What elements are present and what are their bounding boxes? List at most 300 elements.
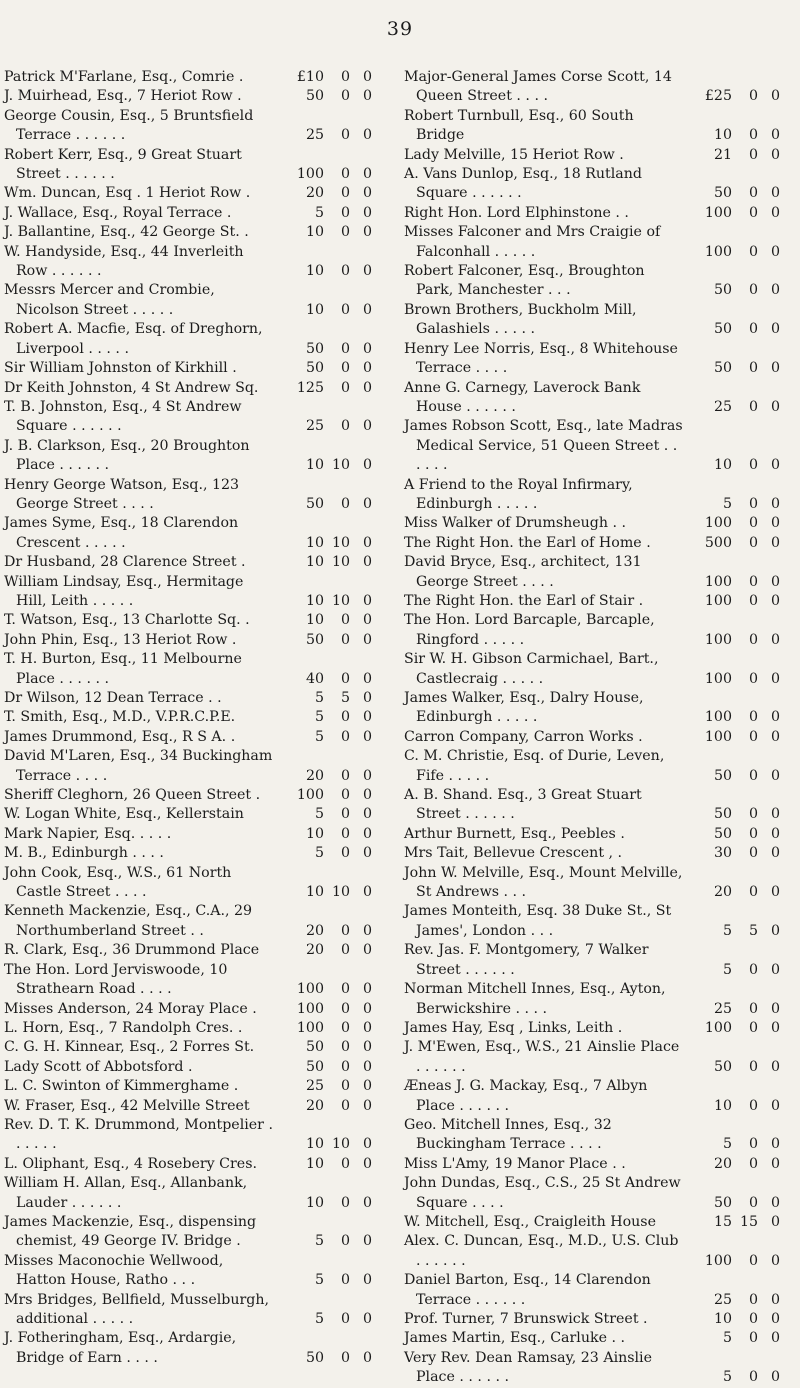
- amount-shillings: 0: [340, 224, 350, 241]
- amount-shillings: 0: [748, 1311, 758, 1327]
- subscription-entry: [404, 514, 780, 533]
- subscription-entry: [404, 1116, 780, 1155]
- subscriber-name: L. Horn, Esq., 7 Randolph Cres. .: [4, 1019, 243, 1036]
- amount-pounds: 10: [713, 1311, 732, 1327]
- amount: [276, 1310, 372, 1329]
- amount-pence: 0: [770, 457, 780, 474]
- subscription-entry: [404, 1329, 780, 1348]
- subscriber-name: William H. Allan, Esq., Allanbank, Lauder . . . . . .: [4, 1175, 248, 1211]
- amount-pounds: 5: [722, 495, 732, 512]
- amount-shillings: 0: [340, 1058, 350, 1075]
- amount-pounds: 25: [713, 1291, 732, 1308]
- amount: [276, 223, 372, 242]
- amount-pounds: 50: [713, 282, 732, 299]
- amount-pence: 0: [770, 631, 780, 648]
- amount-pounds: 50: [713, 825, 732, 842]
- subscriber-name: Norman Mitchell Innes, Esq., Ayton, Berwickshire . . . .: [404, 981, 666, 1017]
- amount: [684, 456, 780, 475]
- amount-shillings: 0: [340, 709, 350, 726]
- amount: [684, 243, 780, 262]
- amount-pounds: 10: [305, 554, 324, 571]
- amount-shillings: 0: [748, 767, 758, 784]
- amount-pence: 0: [362, 1000, 372, 1017]
- amount-pounds: 5: [314, 1272, 324, 1289]
- subscription-entry: [4, 553, 372, 572]
- amount-pounds: 10: [305, 1155, 324, 1172]
- amount-shillings: 0: [748, 845, 758, 862]
- amount: [276, 883, 372, 902]
- amount: [684, 495, 780, 514]
- amount: [684, 126, 780, 145]
- amount-shillings: 0: [748, 592, 758, 609]
- amount-pounds: 100: [296, 1019, 324, 1036]
- amount: [276, 728, 372, 747]
- amount-pounds: 30: [713, 845, 732, 862]
- subscriber-name: Prof. Turner, 7 Brunswick Street .: [404, 1311, 648, 1327]
- subscriber-name: T. H. Burton, Esq., 11 Melbourne Place . . . . . .: [4, 651, 242, 687]
- amount-pence: 0: [362, 69, 372, 85]
- amount-shillings: 10: [331, 592, 350, 609]
- amount-pounds: 5: [722, 961, 732, 978]
- amount-shillings: 0: [748, 243, 758, 260]
- subscriber-name: W. Mitchell, Esq., Craigleith House: [404, 1213, 656, 1230]
- amount: [276, 1155, 372, 1174]
- subscriber-name: L. C. Swinton of Kimmerghame .: [4, 1078, 239, 1095]
- amount: [684, 922, 780, 941]
- subscriber-name: Misses Anderson, 24 Moray Place .: [4, 1000, 257, 1017]
- subscriber-name: Dr Keith Johnston, 4 St Andrew Sq.: [4, 379, 259, 396]
- subscriber-name: Right Hon. Lord Elphinstone . .: [404, 204, 629, 221]
- subscriber-name: T. Watson, Esq., 13 Charlotte Sq. .: [4, 612, 250, 629]
- amount-pence: 0: [770, 360, 780, 377]
- amount-pence: 0: [770, 398, 780, 415]
- amount-pence: 0: [770, 670, 780, 687]
- subscriber-name: Sir W. H. Gibson Carmichael, Bart., Castlecraig . . . . .: [404, 651, 659, 687]
- amount-pounds: 5: [314, 204, 324, 221]
- amount: [276, 184, 372, 203]
- subscription-entry: [404, 592, 780, 611]
- amount: [684, 844, 780, 863]
- subscription-entry: [404, 379, 780, 418]
- amount-shillings: 0: [340, 922, 350, 939]
- amount-pounds: 500: [704, 534, 732, 551]
- subscriber-name: J. Fotheringham, Esq., Ardargie, Bridge of Earn . . . .: [4, 1330, 237, 1366]
- amount: [684, 1019, 780, 1038]
- right-subscription-column: [404, 68, 780, 1388]
- subscriber-name: Brown Brothers, Buckholm Mill, Galashiels . . . . .: [404, 301, 637, 338]
- amount: [684, 573, 780, 592]
- amount-pence: 0: [770, 845, 780, 862]
- subscriber-name: John Cook, Esq., W.S., 61 North Castle Street . . . .: [4, 864, 232, 901]
- amount-shillings: 0: [340, 767, 350, 784]
- amount: [684, 631, 780, 650]
- amount: [276, 456, 372, 475]
- subscriber-name: Arthur Burnett, Esq., Peebles .: [404, 825, 625, 842]
- subscriber-name: James Mackenzie, Esq., dispensing chemist, 49 George IV. Bridge .: [4, 1213, 257, 1250]
- amount-pounds: 125: [296, 379, 324, 396]
- subscriber-name: Mark Napier, Esq. . . . .: [4, 825, 172, 842]
- amount-pence: 0: [770, 806, 780, 823]
- subscriber-name: John Dundas, Esq., C.S., 25 St Andrew Square . . . .: [404, 1175, 681, 1211]
- amount-pence: 0: [362, 340, 372, 357]
- subscriber-name: Geo. Mitchell Innes, Esq., 32 Buckingham Terrace . . . .: [404, 1116, 612, 1153]
- amount-shillings: 0: [340, 69, 350, 85]
- amount-shillings: 10: [331, 554, 350, 571]
- amount: [684, 1097, 780, 1116]
- amount-pence: 0: [362, 301, 372, 318]
- subscription-entry: [404, 844, 780, 863]
- amount-shillings: 0: [748, 204, 758, 221]
- subscription-entry: [4, 146, 372, 185]
- amount: [276, 301, 372, 320]
- amount: [684, 805, 780, 824]
- subscription-entry: [4, 1155, 372, 1174]
- amount: [276, 592, 372, 611]
- amount-pence: 0: [362, 88, 372, 105]
- amount-shillings: 0: [748, 127, 758, 144]
- subscription-entry: [4, 728, 372, 747]
- amount: [684, 204, 780, 223]
- amount-pounds: 5: [722, 1136, 732, 1153]
- amount-pounds: 20: [713, 884, 732, 901]
- amount-pounds: 10: [305, 301, 324, 318]
- amount: [276, 941, 372, 960]
- amount-shillings: 0: [748, 534, 758, 551]
- subscription-entry: [404, 1310, 780, 1329]
- amount-pounds: 50: [305, 1039, 324, 1056]
- amount-shillings: 0: [340, 301, 350, 318]
- subscriber-name: Patrick M'Farlane, Esq., Comrie .: [4, 69, 244, 85]
- subscriber-name: Sir William Johnston of Kirkhill .: [4, 360, 237, 377]
- amount: [276, 786, 372, 805]
- amount-pounds: 50: [305, 340, 324, 357]
- amount-pence: 0: [770, 495, 780, 512]
- amount-shillings: 0: [748, 321, 758, 338]
- amount: [684, 1329, 780, 1348]
- amount-pence: 0: [770, 728, 780, 745]
- amount-pounds: 50: [713, 185, 732, 202]
- amount: [276, 805, 372, 824]
- page-number: 39: [386, 18, 414, 40]
- amount-pence: 0: [770, 709, 780, 726]
- subscriber-name: W. Handyside, Esq., 44 Inverleith Row . . . . . .: [4, 243, 244, 280]
- amount-pence: 0: [362, 806, 372, 823]
- amount: [276, 1349, 372, 1368]
- subscriber-name: Robert Falconer, Esq., Broughton Park, Manchester . . .: [404, 263, 645, 299]
- amount-pence: 0: [770, 767, 780, 784]
- subscriber-name: The Hon. Lord Jerviswoode, 10 Strathearn Road . . . .: [4, 961, 228, 998]
- amount-pounds: 10: [305, 592, 324, 609]
- subscriber-name: J. Muirhead, Esq., 7 Heriot Row .: [4, 88, 242, 105]
- amount-pounds: 40: [305, 670, 324, 687]
- amount-shillings: 10: [331, 534, 350, 551]
- amount-pence: 0: [770, 321, 780, 338]
- subscription-entry: [4, 844, 372, 863]
- amount-pounds: 5: [722, 1369, 732, 1386]
- amount: [276, 1038, 372, 1057]
- amount-shillings: 0: [340, 1097, 350, 1114]
- amount-shillings: 0: [748, 1097, 758, 1114]
- amount: [276, 1077, 372, 1096]
- amount-pence: 0: [362, 612, 372, 629]
- amount-pence: 0: [362, 554, 372, 571]
- subscriber-name: Henry George Watson, Esq., 123 George Street . . . .: [4, 476, 240, 512]
- amount-pence: 0: [770, 1155, 780, 1172]
- subscription-entry: [4, 902, 372, 941]
- subscriber-name: James Syme, Esq., 18 Clarendon Crescent . . . . .: [4, 515, 239, 551]
- subscription-entry: [4, 398, 372, 437]
- subscription-entry: [4, 107, 372, 146]
- amount-pounds: 5: [314, 690, 324, 706]
- amount-pence: 0: [770, 204, 780, 221]
- amount-shillings: 0: [340, 127, 350, 144]
- amount-shillings: 0: [340, 631, 350, 648]
- amount: [276, 689, 372, 708]
- amount: [276, 670, 372, 689]
- subscriber-name: A Friend to the Royal Infirmary, Edinburgh . . . . .: [404, 476, 633, 512]
- subscription-entry: [4, 514, 372, 553]
- amount-shillings: 0: [748, 360, 758, 377]
- amount-pounds: 20: [305, 1097, 324, 1114]
- amount-shillings: 0: [340, 825, 350, 842]
- subscription-entry: [4, 1000, 372, 1019]
- amount-pence: 0: [362, 1272, 372, 1289]
- amount: [276, 1097, 372, 1116]
- subscription-entry: [404, 146, 780, 165]
- subscriber-name: C. M. Christie, Esq. of Durie, Leven, Fife . . . . .: [404, 748, 665, 784]
- subscriber-name: C. G. H. Kinnear, Esq., 2 Forres St.: [4, 1039, 255, 1056]
- amount-pounds: 50: [713, 806, 732, 823]
- amount-pounds: 50: [305, 360, 324, 377]
- amount-pounds: 100: [704, 631, 732, 648]
- subscription-entry: [4, 805, 372, 824]
- amount-pence: 0: [362, 379, 372, 396]
- subscription-entry: [4, 281, 372, 320]
- subscriber-name: Sheriff Cleghorn, 26 Queen Street .: [4, 787, 261, 804]
- amount-pence: 0: [362, 592, 372, 609]
- amount-shillings: 0: [748, 1291, 758, 1308]
- subscriber-name: James Hay, Esq , Links, Leith .: [404, 1019, 623, 1036]
- amount: [684, 534, 780, 553]
- amount-pounds: 10: [305, 457, 324, 474]
- amount-pence: 0: [770, 1252, 780, 1269]
- amount-pounds: 5: [314, 1233, 324, 1250]
- amount-pounds: 20: [305, 922, 324, 939]
- amount: [276, 495, 372, 514]
- amount-pence: 0: [362, 166, 372, 183]
- amount-pounds: 10: [713, 457, 732, 474]
- amount-shillings: 0: [340, 1311, 350, 1327]
- subscriber-name: Anne G. Carnegy, Laverock Bank House . . . . . .: [404, 379, 641, 415]
- amount-pence: 0: [770, 1311, 780, 1327]
- subscription-entry: [404, 650, 780, 689]
- amount-shillings: 5: [340, 690, 350, 706]
- subscription-entry: [4, 1019, 372, 1038]
- amount-pence: 0: [362, 1311, 372, 1327]
- subscriber-name: Major-General James Corse Scott, 14 Queen Street . . . .: [404, 69, 672, 105]
- subscription-entry: [4, 708, 372, 727]
- subscription-entry: [4, 68, 372, 87]
- subscriber-name: W. Logan White, Esq., Kellerstain: [4, 806, 244, 823]
- amount-pounds: 25: [713, 1000, 732, 1017]
- amount-shillings: 0: [340, 340, 350, 357]
- amount: [684, 883, 780, 902]
- amount-pence: 0: [362, 631, 372, 648]
- subscription-entry: [4, 359, 372, 378]
- subscriber-name: T. B. Johnston, Esq., 4 St Andrew Square . . . . . .: [4, 398, 242, 435]
- amount-pence: 0: [362, 728, 372, 745]
- subscription-entry: [4, 961, 372, 1000]
- subscriber-name: Robert A. Macfie, Esq. of Dreghorn, Liverpool . . . . .: [4, 321, 263, 357]
- amount-shillings: 0: [340, 1039, 350, 1056]
- amount-pounds: 10: [713, 1097, 732, 1114]
- subscription-entry: [404, 825, 780, 844]
- amount-pounds: 25: [305, 418, 324, 435]
- amount-shillings: 0: [748, 282, 758, 299]
- amount-shillings: 0: [340, 185, 350, 202]
- amount-pence: 0: [770, 1058, 780, 1075]
- amount: [276, 1000, 372, 1019]
- amount-pence: 0: [770, 282, 780, 299]
- amount-pence: 0: [770, 1136, 780, 1153]
- subscriber-name: Mrs Bridges, Bellfield, Musselburgh, additional . . . . .: [4, 1291, 269, 1327]
- amount: [276, 1058, 372, 1077]
- subscription-entry: [4, 204, 372, 223]
- subscription-entry: [4, 1097, 372, 1116]
- amount: [276, 1019, 372, 1038]
- amount-pence: 0: [770, 146, 780, 163]
- amount-shillings: 0: [340, 88, 350, 105]
- amount-pounds: 100: [296, 981, 324, 998]
- amount: [276, 340, 372, 359]
- subscription-entry: [404, 107, 780, 146]
- subscription-entry: [4, 437, 372, 476]
- subscriber-name: James Robson Scott, Esq., late Madras Medical Service, 51 Queen Street . . . . . .: [404, 418, 683, 474]
- subscriber-name: Miss Walker of Drumsheugh . .: [404, 515, 627, 532]
- subscriber-name: William Lindsay, Esq., Hermitage Hill, Leith . . . . .: [4, 573, 244, 609]
- amount: [684, 320, 780, 339]
- amount: [276, 1271, 372, 1290]
- amount-pence: 0: [362, 495, 372, 512]
- amount-shillings: 0: [748, 1000, 758, 1017]
- amount-pence: 0: [362, 224, 372, 241]
- amount-pounds: 100: [704, 728, 732, 745]
- amount-pounds: 50: [713, 360, 732, 377]
- amount-pence: 0: [362, 1233, 372, 1250]
- subscriber-name: The Right Hon. the Earl of Stair .: [404, 592, 644, 609]
- amount-pence: 0: [770, 185, 780, 202]
- subscriber-name: A. B. Shand. Esq., 3 Great Stuart Street . . . . . .: [404, 787, 642, 823]
- subscription-entry: [404, 1349, 780, 1388]
- subscriber-name: J. B. Clarkson, Esq., 20 Broughton Place . . . . . .: [4, 437, 250, 474]
- amount: [276, 825, 372, 844]
- subscription-entry: [404, 689, 780, 728]
- subscriber-name: George Cousin, Esq., 5 Bruntsfield Terrace . . . . . .: [4, 107, 254, 144]
- subscription-entry: [4, 1116, 372, 1155]
- subscription-entry: [404, 340, 780, 379]
- subscription-entry: [4, 1252, 372, 1291]
- subscriber-name: Daniel Barton, Esq., 14 Clarendon Terrace . . . . . .: [404, 1272, 651, 1308]
- amount-pounds: 100: [296, 166, 324, 183]
- amount-pence: 0: [362, 1136, 372, 1153]
- amount-shillings: 0: [748, 1019, 758, 1036]
- left-subscription-column: [4, 68, 372, 1368]
- amount-shillings: 0: [340, 981, 350, 998]
- amount-shillings: 0: [340, 1272, 350, 1289]
- amount-pounds: 25: [305, 1078, 324, 1095]
- amount: [276, 534, 372, 553]
- subscriber-name: Kenneth Mackenzie, Esq., C.A., 29 Northumberland Street . .: [4, 903, 253, 939]
- amount-pounds: 5: [314, 709, 324, 726]
- amount: [276, 1135, 372, 1154]
- amount-pence: 0: [362, 825, 372, 842]
- amount-shillings: 0: [748, 515, 758, 532]
- subscriber-name: Miss L'Amy, 19 Manor Place . .: [404, 1155, 626, 1172]
- amount: [276, 165, 372, 184]
- amount-shillings: 0: [340, 379, 350, 396]
- amount-pence: 0: [362, 418, 372, 435]
- subscription-entry: [404, 1232, 780, 1271]
- subscription-entry: [404, 786, 780, 825]
- amount: [276, 87, 372, 106]
- amount-pounds: 100: [704, 709, 732, 726]
- subscriber-name: A. Vans Dunlop, Esq., 18 Rutland Square . . . . . .: [404, 166, 642, 202]
- subscription-entry: [4, 631, 372, 650]
- amount-pence: 0: [362, 787, 372, 804]
- amount-shillings: 0: [340, 418, 350, 435]
- subscriber-name: Messrs Mercer and Crombie, Nicolson Street . . . . .: [4, 282, 215, 318]
- amount-pence: 0: [362, 1155, 372, 1172]
- amount-shillings: 0: [748, 1194, 758, 1211]
- amount-pence: 0: [362, 457, 372, 474]
- subscription-entry: [404, 223, 780, 262]
- amount-pounds: 15: [713, 1213, 732, 1230]
- amount-pounds: 100: [704, 243, 732, 260]
- amount-pence: 0: [362, 204, 372, 221]
- amount-shillings: 0: [340, 942, 350, 959]
- amount-shillings: 0: [748, 88, 758, 105]
- amount: [276, 980, 372, 999]
- amount-shillings: 0: [748, 1136, 758, 1153]
- amount-pounds: 100: [296, 787, 324, 804]
- amount-pence: 0: [770, 1291, 780, 1308]
- subscriber-name: John W. Melville, Esq., Mount Melville, St Andrews . . .: [404, 864, 683, 901]
- amount-pounds: 100: [704, 204, 732, 221]
- subscriber-name: The Right Hon. the Earl of Home .: [404, 534, 651, 551]
- amount-pence: 0: [362, 263, 372, 280]
- subscription-entry: [4, 1291, 372, 1330]
- amount-pence: 0: [770, 1369, 780, 1386]
- amount-shillings: 5: [748, 922, 758, 939]
- subscriber-name: M. B., Edinburgh . . . .: [4, 845, 164, 862]
- amount-pounds: 20: [305, 185, 324, 202]
- subscription-entry: [4, 1174, 372, 1213]
- amount-pounds: 21: [713, 146, 732, 163]
- subscription-entry: [404, 864, 780, 903]
- amount-shillings: 0: [340, 1078, 350, 1095]
- amount: [684, 87, 780, 106]
- amount-shillings: 0: [748, 961, 758, 978]
- subscriber-name: David Bryce, Esq., architect, 131 George Street . . . .: [404, 554, 642, 590]
- amount-pounds: 10: [305, 534, 324, 551]
- amount-shillings: 0: [748, 1330, 758, 1347]
- subscription-entry: [4, 320, 372, 359]
- subscriber-name: Mrs Tait, Bellevue Crescent , .: [404, 845, 623, 862]
- subscription-entry: [4, 1213, 372, 1252]
- amount-pounds: 10: [305, 224, 324, 241]
- subscription-entry: [4, 1329, 372, 1368]
- amount-pounds: 10: [305, 884, 324, 901]
